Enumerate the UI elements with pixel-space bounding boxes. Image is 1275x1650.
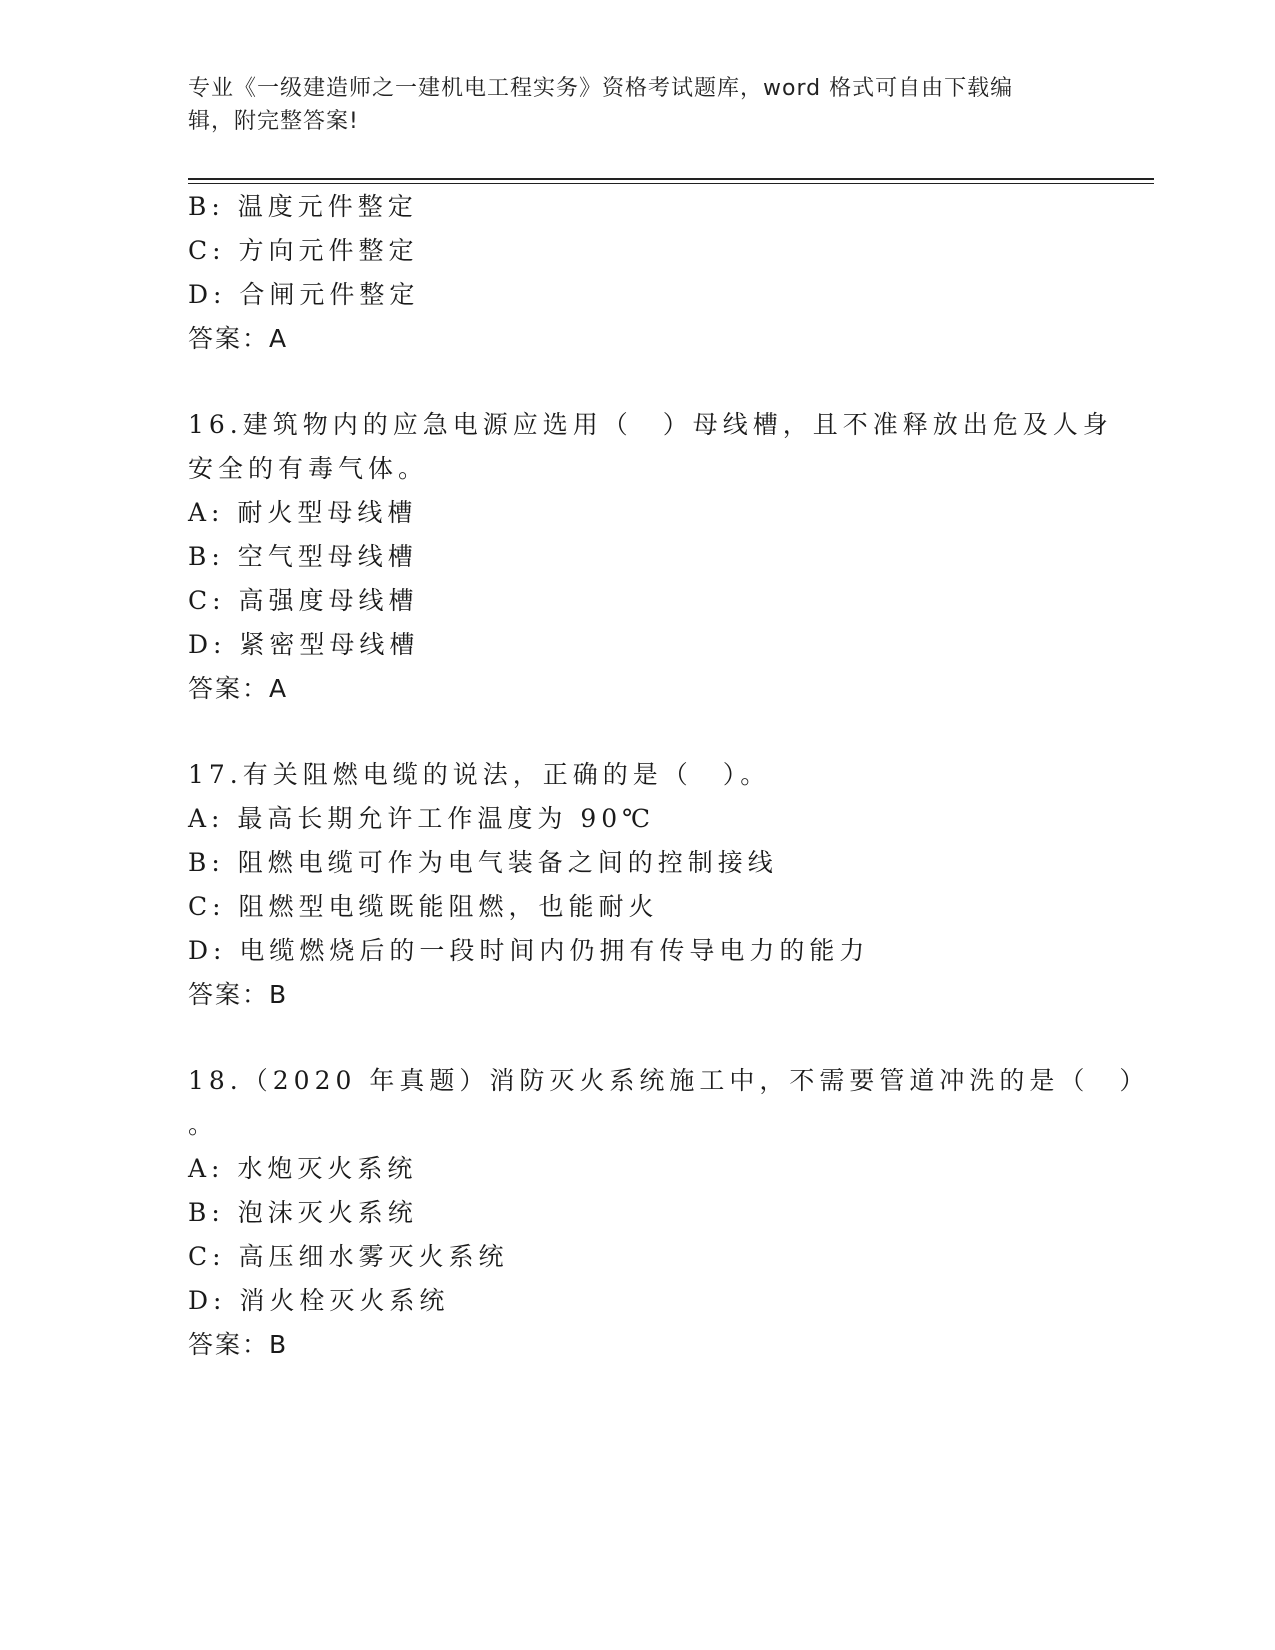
q15-answer: 答案：A xyxy=(188,324,289,353)
header-line-1: 专业《一级建造师之一建机电工程实务》资格考试题库，word 格式可自由下载编 xyxy=(188,76,1014,101)
q16-option-c: C: 高强度母线槽 xyxy=(188,586,419,615)
q17-stem: 17.有关阻燃电缆的说法，正确的是（ ）。 xyxy=(188,760,771,789)
q16-stem-line-1: 16.建筑物内的应急电源应选用（ ）母线槽，且不准释放出危及人身 xyxy=(188,410,1113,439)
q17-option-d: D: 电缆燃烧后的一段时间内仍拥有传导电力的能力 xyxy=(188,936,870,965)
q18-option-b: B: 泡沫灭火系统 xyxy=(188,1198,418,1227)
q16-option-d: D: 紧密型母线槽 xyxy=(188,630,420,659)
q15-option-d: D: 合闸元件整定 xyxy=(188,280,420,309)
q17-option-a: A: 最高长期允许工作温度为 90℃ xyxy=(188,804,656,833)
q16-option-b: B: 空气型母线槽 xyxy=(188,542,418,571)
q18-option-c: C: 高压细水雾灭火系统 xyxy=(188,1242,509,1271)
header-divider-thin xyxy=(188,183,1154,184)
q15-option-b: B: 温度元件整定 xyxy=(188,192,418,221)
q18-answer: 答案：B xyxy=(188,1330,289,1359)
q17-answer: 答案：B xyxy=(188,980,289,1009)
q17-option-c: C: 阻燃型电缆既能阻燃，也能耐火 xyxy=(188,892,659,921)
q18-stem-line-2: 。 xyxy=(188,1110,219,1139)
q18-option-d: D: 消火栓灭火系统 xyxy=(188,1286,450,1315)
q16-answer: 答案：A xyxy=(188,674,289,703)
header-divider-thick xyxy=(188,178,1154,180)
q16-option-a: A: 耐火型母线槽 xyxy=(188,498,418,527)
q17-option-b: B: 阻燃电缆可作为电气装备之间的控制接线 xyxy=(188,848,778,877)
header-line-2: 辑，附完整答案! xyxy=(188,109,359,134)
q16-stem-line-2: 安全的有毒气体。 xyxy=(188,454,429,483)
q18-stem-line-1: 18.（2020 年真题）消防灭火系统施工中，不需要管道冲洗的是（ ） xyxy=(188,1066,1150,1095)
q15-option-c: C: 方向元件整定 xyxy=(188,236,419,265)
page-header xyxy=(188,72,1088,138)
q18-option-a: A: 水炮灭火系统 xyxy=(188,1154,418,1183)
